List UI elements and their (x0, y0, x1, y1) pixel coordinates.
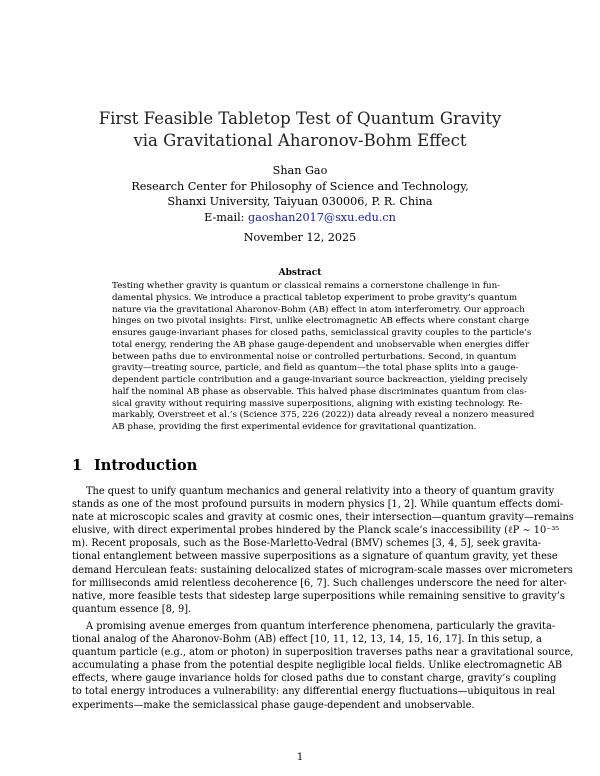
affiliation-line: Research Center for Philosophy of Science and Technology, (131, 179, 469, 193)
author-block (0, 163, 600, 225)
body-line: stands as one of the most profound pursuits in modern physics [1, 2]. While quantum effects domi- (72, 499, 564, 511)
body-line: native, more feasible tests that sidestep large superpositions while remaining sensitive to gravity’s (72, 590, 565, 602)
body-line: tional entanglement between massive superpositions as a signature of quantum gravity, yet these (72, 551, 558, 563)
abstract-line: damental physics. We introduce a practical tabletop experiment to probe gravity’s quantum (112, 292, 518, 303)
body-line: to total energy introduces a vulnerability: any differential energy fluctuations—ubiquitous in real (72, 686, 556, 698)
body-line: quantum particle (e.g., atom or photon) in superposition traverses paths near a gravitational source, (72, 647, 574, 659)
affiliation-line: Shanxi University, Taiyuan 030006, P. R. China (167, 195, 433, 209)
section-title: Introduction (94, 457, 198, 474)
body-line: demand Herculean feats: sustaining delocalized states of microgram-scale masses over micrometers (72, 564, 573, 576)
body-line: m). Recent proposals, such as the Bose-Marletto-Vedral (BMV) schemes [3, 4, 5], seek gravita- (72, 538, 542, 550)
abstract-line: Testing whether gravity is quantum or classical remains a cornerstone challenge in fun- (112, 281, 501, 291)
abstract-line: half the nominal AB phase as observable. This halved phase discriminates quantum from clas- (112, 386, 527, 397)
abstract-line: sical gravity without requiring massive superpositions, aligning with existing technology. Re- (112, 398, 523, 409)
email-line (0, 210, 600, 226)
body-line: accumulating a phase from the potential despite negligible local fields. Unlike electromagnetic AB (72, 660, 563, 672)
abstract-line: hinges on two pivotal insights: First, unlike electromagnetic AB effects where constant charge (112, 316, 530, 327)
abstract-line: ensures gauge-invariant phases for closed paths, semiclassical gravity couples to the particle’s (112, 328, 532, 338)
abstract-line: dependent particle contribution and a gauge-invariant source backreaction, yielding precisely (112, 375, 528, 385)
email-link[interactable]: gaoshan2017@sxu.edu.cn (248, 210, 396, 224)
abstract-line: between paths due to environmental noise or controlled perturbations. Second, in quantum (112, 351, 517, 362)
abstract-line: nature via the gravitational Aharonov-Bohm (AB) effect in atom interferometry. Our approach (112, 304, 525, 315)
body-line: nate at microscopic scales and gravity at cosmic ones, their intersection—quantum gravity—remains (72, 512, 574, 524)
abstract-line: markably, Overstreet et al.’s (Science 375, 226 (2022)) data already reveal a nonzero measured (112, 410, 535, 421)
body-line: for milliseconds amid relentless decoherence [6, 7]. Such challenges underscore the need for alter- (72, 577, 567, 589)
abstract-body (112, 281, 535, 434)
paper-date: November 12, 2025 (243, 231, 357, 244)
paper-title (0, 108, 600, 152)
abstract-line: total energy, rendering the AB phase gauge-dependent and unobservable when energies differ (112, 339, 530, 350)
body-line: effects, where gauge invariance holds for closed paths due to constant charge, gravity’s coupling (72, 673, 557, 685)
title-line: First Feasible Tabletop Test of Quantum Gravity (98, 109, 502, 128)
section-heading (72, 457, 197, 474)
body-line: experiments—make the semiclassical phase gauge-dependent and unobservable. (72, 699, 475, 711)
abstract-heading: Abstract (278, 268, 322, 278)
author-name: Shan Gao (272, 164, 328, 177)
email-label: E-mail: (204, 210, 245, 224)
abstract-line: gravity—treating source, particle, and field as quantum—the total phase splits into a gauge- (112, 363, 519, 374)
abstract-line: AB phase, providing the first experimental evidence for gravitational quantization. (112, 422, 477, 432)
body-line: The quest to unify quantum mechanics and general relativity into a theory of quantum gravity (86, 486, 555, 497)
section-body (72, 485, 574, 712)
section-number: 1 (72, 457, 83, 474)
page-number: 1 (296, 752, 304, 763)
body-line: A promising avenue emerges from quantum interference phenomena, particularly the gravita- (86, 620, 556, 632)
body-line: tional analog of the Aharonov-Bohm (AB) effect [10, 11, 12, 13, 14, 15, 16, 17]. In this setup, a (72, 634, 542, 646)
title-line: via Gravitational Aharonov-Bohm Effect (133, 131, 467, 150)
body-line: elusive, with direct experimental probes hindered by the Planck scale’s inaccessibility (ℓP ∼ 10⁻³⁵ (72, 525, 560, 537)
body-line: quantum essence [8, 9]. (72, 603, 192, 615)
